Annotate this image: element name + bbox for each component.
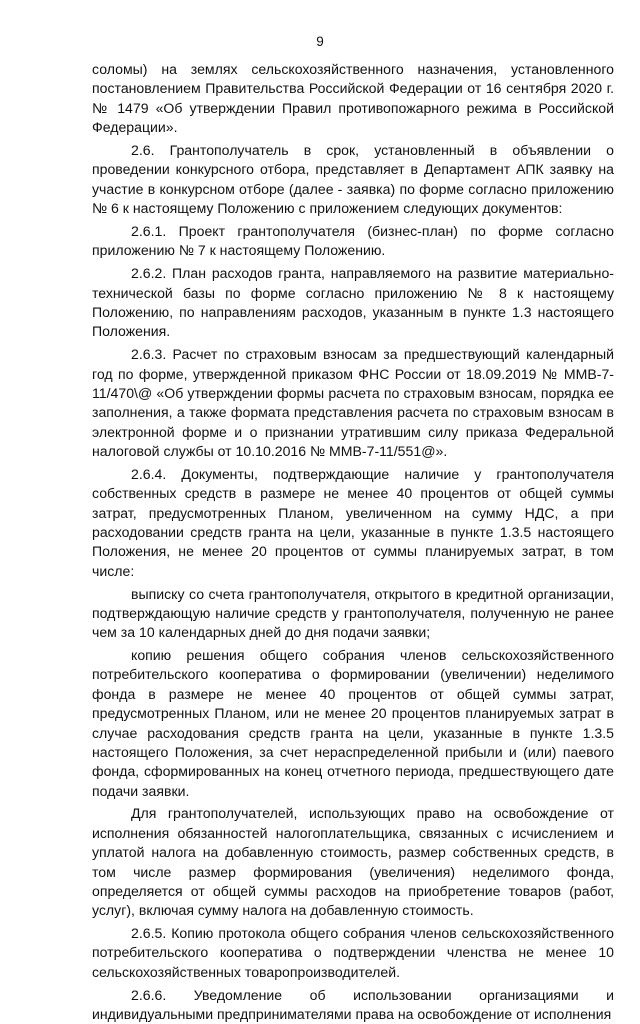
paragraph-2-6: 2.6. Грантополучатель в срок, установленный в объявлении о проведении конкурсного отбора, представляет в Департамент АПК заявку на участие в конкурсном отборе (далее - заявка) по форме согласно приложению № 6 к настоящему Положению с приложением следующих документов: bbox=[92, 141, 614, 216]
paragraph-2-6-5: 2.6.5. Копию протокола общего собрания членов сельскохозяйственного потребительского кооператива о подтверждении членства не менее 10 сельскохозяйственных товаропроизводителей. bbox=[92, 925, 614, 980]
paragraph-continuation: соломы) на землях сельскохозяйственного назначения, установленного постановлением Правительства Российской Федерации от 16 сентября 2020 г. № 1479 «Об утверждении Правил противопожарного режима в Российской Федерации». bbox=[92, 61, 614, 136]
paragraph-2-6-3: 2.6.3. Расчет по страховым взносам за предшествующий календарный год по форме, утвержденной приказом ФНС России от 18.09.2019 № ММВ-7-11/470\@ «Об утверждении формы расчета по страховым взносам, порядка ее заполнения, а также формата представления расчета по страховым взносам в электронной форме и о признании утратившим силу приказа Федеральной налоговой службы от 10.10.2016 № ММВ-7-11/551@». bbox=[92, 346, 614, 459]
paragraph-2-6-1: 2.6.1. Проект грантополучателя (бизнес-план) по форме согласно приложению № 7 к настоящему Положению. bbox=[92, 222, 614, 259]
page-number: 9 bbox=[316, 34, 324, 49]
paragraph-2-6-2: 2.6.2. План расходов гранта, направляемого на развитие материально-технической базы по форме согласно приложению № 8 к настоящему Положению, по направлениям расходов, указанным в пункте 1.3 настоящего Положения. bbox=[92, 265, 614, 340]
paragraph-vat-exemption: Для грантополучателей, использующих право на освобождение от исполнения обязанностей налогоплательщика, связанных с исчислением и уплатой налога на добавленную стоимость, размер собственных средств, в том числе размер формирования (увеличения) неделимого фонда, определяется от общей суммы расходов на приобретение товаров (работ, услуг), включая сумму налога на добавленную стоимость. bbox=[92, 805, 614, 919]
paragraph-bank-statement: выписку со счета грантополучателя, открытого в кредитной организации, подтверждающую наличие средств у грантополучателя, полученную не ранее чем за 10 календарных дней до дня подачи заявки; bbox=[92, 585, 614, 641]
document-body bbox=[92, 60, 614, 1024]
paragraph-meeting-decision: копию решения общего собрания членов сельскохозяйственного потребительского кооператива о формировании (увеличении) неделимого фонда в размере не менее 40 процентов от общей суммы затрат, предусмотренных Планом, или не менее 20 процентов планируемых затрат в случае расходования средств гранта на цели, указанные в пункте 1.3.5 настоящего Положения, за счет нераспределенной прибыли и (или) паевого фонда, сформированных на конец отчетного периода, предшествующего дате подачи заявки. bbox=[92, 647, 614, 799]
paragraph-2-6-6: 2.6.6. Уведомление об использовании организациями и индивидуальными предпринимателями права на освобождение от исполнения bbox=[92, 986, 614, 1023]
paragraph-2-6-4: 2.6.4. Документы, подтверждающие наличие у грантополучателя собственных средств в размере не менее 40 процентов от общей суммы затрат, предусмотренных Планом, увеличенном на сумму НДС, а при расходовании средств гранта на цели, указанные в пункте 1.3.5 настоящего Положения, не менее 20 процентов от суммы планируемых затрат, в том числе: bbox=[92, 465, 614, 579]
